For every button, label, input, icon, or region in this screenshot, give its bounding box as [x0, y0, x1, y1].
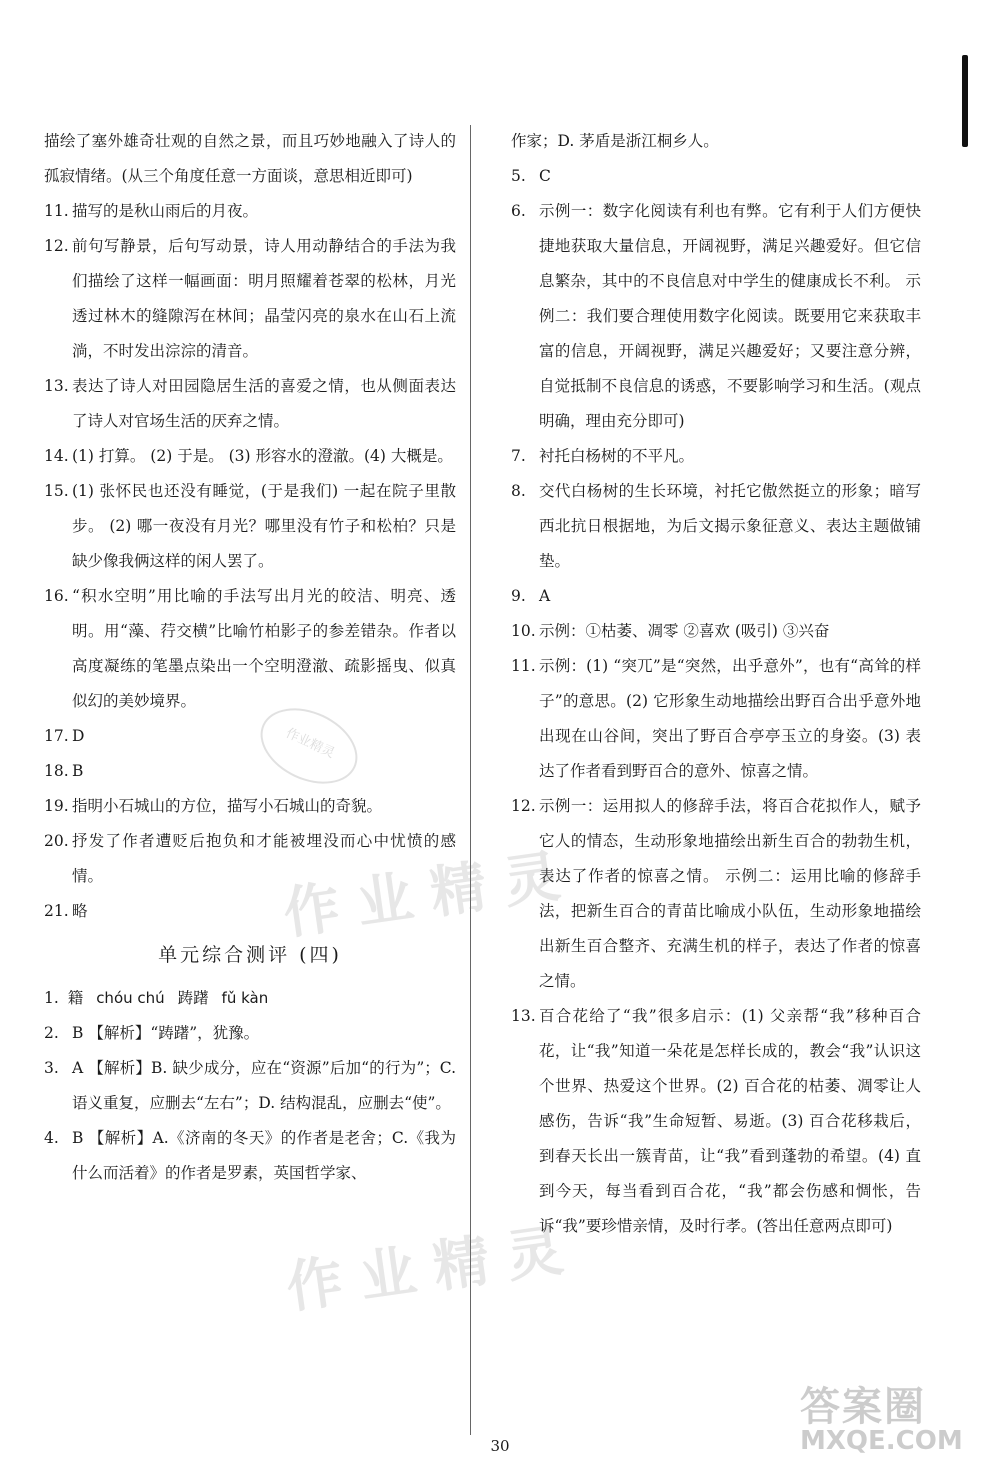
answer-item — [511, 614, 921, 649]
item-text: 略 — [72, 902, 88, 920]
item-number: 7. — [511, 447, 526, 465]
item-text: 示例一：数字化阅读有利也有弊。它有利于人们方便快捷地获取大量信息，开阔视野，满足兴趣爱好。但它信息繁杂，其中的不良信息对中学生的健康成长不利。 示例二：我们要合理使用数字化阅读。既要用它来获取丰富的信息，开阔视野，满足兴趣爱好；又要注意分辨，自觉抵制不良信息的诱惑，不要影响学习和生活。(观点明确，理由充分即可) — [539, 202, 921, 430]
item-text: B — [72, 762, 84, 780]
answer-item — [44, 981, 456, 1016]
answer-item — [511, 159, 921, 194]
item-number: 4. — [44, 1129, 59, 1147]
item-number: 17. — [44, 727, 69, 745]
item-text: (1) 打算。 (2) 于是。 (3) 形容水的澄澈。(4) 大概是。 — [72, 447, 453, 465]
item-number: 14. — [44, 447, 69, 465]
item-text: 表达了诗人对田园隐居生活的喜爱之情，也从侧面表达了诗人对官场生活的厌弃之情。 — [72, 377, 456, 430]
answer-item — [44, 369, 456, 439]
page-number: 30 — [490, 1437, 510, 1455]
left-column — [44, 124, 456, 1191]
answer-item — [44, 194, 456, 229]
answer-item — [44, 229, 456, 369]
item-number: 6. — [511, 202, 526, 220]
item-text: 描写的是秋山雨后的月夜。 — [72, 202, 259, 220]
right-column — [511, 124, 921, 1244]
answer-item — [44, 754, 456, 789]
pinyin-text: chóu chú — [96, 989, 165, 1007]
item-text: (1) 张怀民也还没有睡觉，(于是我们) 一起在院子里散步。 (2) 哪一夜没有月光？哪里没有竹子和松柏？只是缺少像我俩这样的闲人罢了。 — [72, 482, 456, 570]
item-text: 示例一：运用拟人的修辞手法，将百合花拟作人，赋予它人的情态，生动形象地描绘出新生百合的勃勃生机，表达了作者的惊喜之情。 示例二：运用比喻的修辞手法，把新生百合的青苗比喻成小队伍，生动形象地描绘出新生百合整齐、充满生机的样子，表达了作者的惊喜之情。 — [539, 797, 921, 990]
page-edge-mark — [962, 55, 968, 147]
item-text: A — [539, 587, 551, 605]
watermark-stamp: 作业精灵 — [248, 694, 369, 799]
item-text: 前句写静景，后句写动景，诗人用动静结合的手法为我们描绘了这样一幅画面：明月照耀着苍翠的松林，月光透过林木的缝隙泻在林间；晶莹闪亮的泉水在山石上流淌，不时发出淙淙的清音。 — [72, 237, 456, 360]
site-logo-cn: 答案圈 — [800, 1384, 926, 1430]
continued-paragraph: 描绘了塞外雄奇壮观的自然之景，而且巧妙地融入了诗人的孤寂情绪。(从三个角度任意一方面谈，意思相近即可) — [44, 132, 456, 185]
answer-item — [44, 474, 456, 579]
item-text: 示例：(1) “突兀”是“突然，出乎意外”，也有“高耸的样子”的意思。(2) 它形象生动地描绘出野百合出乎意外地出现在山谷间，突出了野百合亭亭玉立的身姿。(3) 表达了作者看到野百合的意外、惊喜之情。 — [539, 657, 921, 780]
answer-item — [511, 579, 921, 614]
item-number: 9. — [511, 587, 526, 605]
item-text: B 【解析】“踌躇”，犹豫。 — [72, 1024, 260, 1042]
answer-item — [44, 789, 456, 824]
item-text: 抒发了作者遭贬后抱负和才能被埋没而心中忧愤的感情。 — [72, 832, 456, 885]
item-number: 20. — [44, 832, 69, 850]
answer-item — [44, 1051, 456, 1121]
item-number: 18. — [44, 762, 69, 780]
item-number: 16. — [44, 587, 69, 605]
item-number: 1. — [44, 989, 59, 1007]
watermark-text: 作业精灵 — [282, 1215, 585, 1322]
item-number: 13. — [511, 1007, 536, 1025]
item-text: 衬托白杨树的不平凡。 — [539, 447, 695, 465]
item-text: “积水空明”用比喻的手法写出月光的皎洁、明亮、透明。用“藻、荇交横”比喻竹柏影子的参差错杂。作者以高度凝练的笔墨点染出一个空明澄澈、疏影摇曳、似真似幻的美妙境界。 — [72, 587, 456, 710]
pinyin-text: fǔ kàn — [221, 989, 269, 1007]
site-logo-en: MXQE.COM — [800, 1426, 963, 1456]
answer-item — [44, 439, 456, 474]
answer-item — [511, 474, 921, 579]
item-number: 19. — [44, 797, 69, 815]
item-text: 交代白杨树的生长环境，衬托它傲然挺立的形象；暗写西北抗日根据地，为后文揭示象征意义、表达主题做铺垫。 — [539, 482, 921, 570]
item-number: 11. — [44, 202, 69, 220]
item-text: 百合花给了“我”很多启示：(1) 父亲帮“我”移种百合花，让“我”知道一朵花是怎样长成的，教会“我”认识这个世界、热爱这个世界。(2) 百合花的枯萎、凋零让人感伤，告诉“我”生命短暂、易逝。(3) 百合花移栽后，到春天长出一簇青苗，让“我”看到蓬勃的希望。(4) 直到今天，每当看到百合花，“我”都会伤感和惆怅，告诉“我”要珍惜亲情，及时行孝。(答出任意两点即可) — [539, 1007, 921, 1235]
item-text: B 【解析】A.《济南的冬天》的作者是老舍；C.《我为什么而活着》的作者是罗素，英国哲学家、 — [72, 1129, 456, 1182]
item-number: 15. — [44, 482, 69, 500]
watermark-text: 作业精灵 — [279, 841, 582, 948]
answer-item — [44, 719, 456, 754]
answer-item — [44, 579, 456, 719]
item-number: 21. — [44, 902, 69, 920]
item-text: 示例：①枯萎、凋零 ②喜欢 (吸引) ③兴奋 — [539, 622, 830, 640]
item-text: 踌躇 — [177, 989, 209, 1007]
item-number: 11. — [511, 657, 536, 675]
answer-item — [44, 1016, 456, 1051]
answer-item — [511, 194, 921, 439]
item-text: C — [539, 167, 551, 185]
item-text: 籍 — [67, 989, 84, 1007]
item-number: 3. — [44, 1059, 59, 1077]
answer-item — [511, 649, 921, 789]
item-text: D — [72, 727, 85, 745]
continued-paragraph: 作家；D. 茅盾是浙江桐乡人。 — [511, 132, 719, 150]
item-number: 12. — [44, 237, 69, 255]
item-number: 2. — [44, 1024, 59, 1042]
item-number: 5. — [511, 167, 526, 185]
item-number: 13. — [44, 377, 69, 395]
item-number: 12. — [511, 797, 536, 815]
answer-item — [511, 439, 921, 474]
item-number: 8. — [511, 482, 526, 500]
item-text: A 【解析】B. 缺少成分，应在“资源”后加“的行为”；C. 语义重复，应删去“左右”；D. 结构混乱，应删去“使”。 — [72, 1059, 456, 1112]
answer-item — [44, 1121, 456, 1191]
item-text: 指明小石城山的方位，描写小石城山的奇貌。 — [72, 797, 383, 815]
section-title: 单元综合测评 (四) — [158, 944, 342, 966]
item-number: 10. — [511, 622, 536, 640]
